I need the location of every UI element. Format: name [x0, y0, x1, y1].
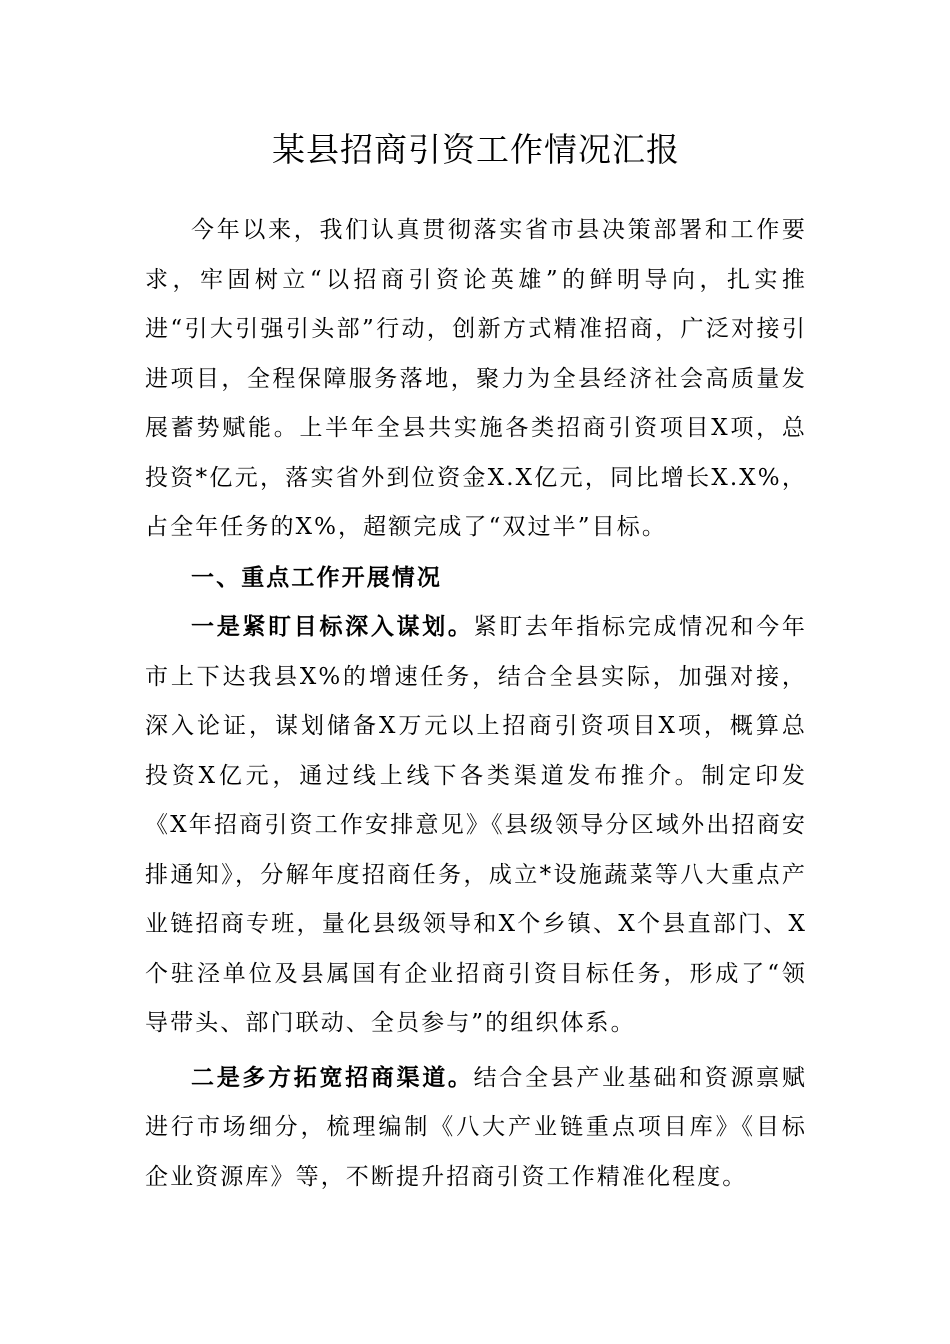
- document-title: 某县招商引资工作情况汇报: [272, 130, 680, 169]
- section-heading: 一、重点工作开展情况: [191, 563, 442, 591]
- document-body: [145, 118, 807, 1202]
- item-paragraph-2: [145, 1053, 807, 1203]
- item-body-1: 紧盯去年指标完成情况和今年市上下达我县X%的增速任务，结合全县实际，加强对接，深入论证，谋划储备X万元以上招商引资项目X项，概算总投资X亿元，通过线上线下各类渠道发布推介。制定印发《X年招商引资工作安排意见》《县级领导分区域外出招商安排通知》，分解年度招商任务，成立*设施蔬菜等八大重点产业链招商专班，量化县级领导和X个乡镇、X个县直部门、X个驻泾单位及县属国有企业招商引资目标任务，形成了“领导带头、部门联动、全员参与”的组织体系。: [145, 614, 807, 1036]
- item-paragraph-1: [145, 602, 807, 1049]
- item-lead-1: 一是紧盯目标深入谋划。: [191, 613, 474, 640]
- intro-paragraph: 今年以来，我们认真贯彻落实省市县决策部署和工作要求，牢固树立“以招商引资论英雄”的鲜明导向，扎实推进“引大引强引头部”行动，创新方式精准招商，广泛对接引进项目，全程保障服务落地，聚力为全县经济社会高质量发展蓄势赋能。上半年全县共实施各类招商引资项目X项，总投资*亿元，落实省外到位资金X.X亿元，同比增长X.X%，占全年任务的X%，超额完成了“双过半”目标。: [145, 217, 807, 540]
- item-lead-2: 二是多方拓宽招商渠道。: [191, 1063, 474, 1091]
- item-body-2: 结合全县产业基础和资源禀赋进行市场细分，梳理编制《八大产业链重点项目库》《目标企业资源库》等，不断提升招商引资工作精准化程度。: [145, 1064, 807, 1190]
